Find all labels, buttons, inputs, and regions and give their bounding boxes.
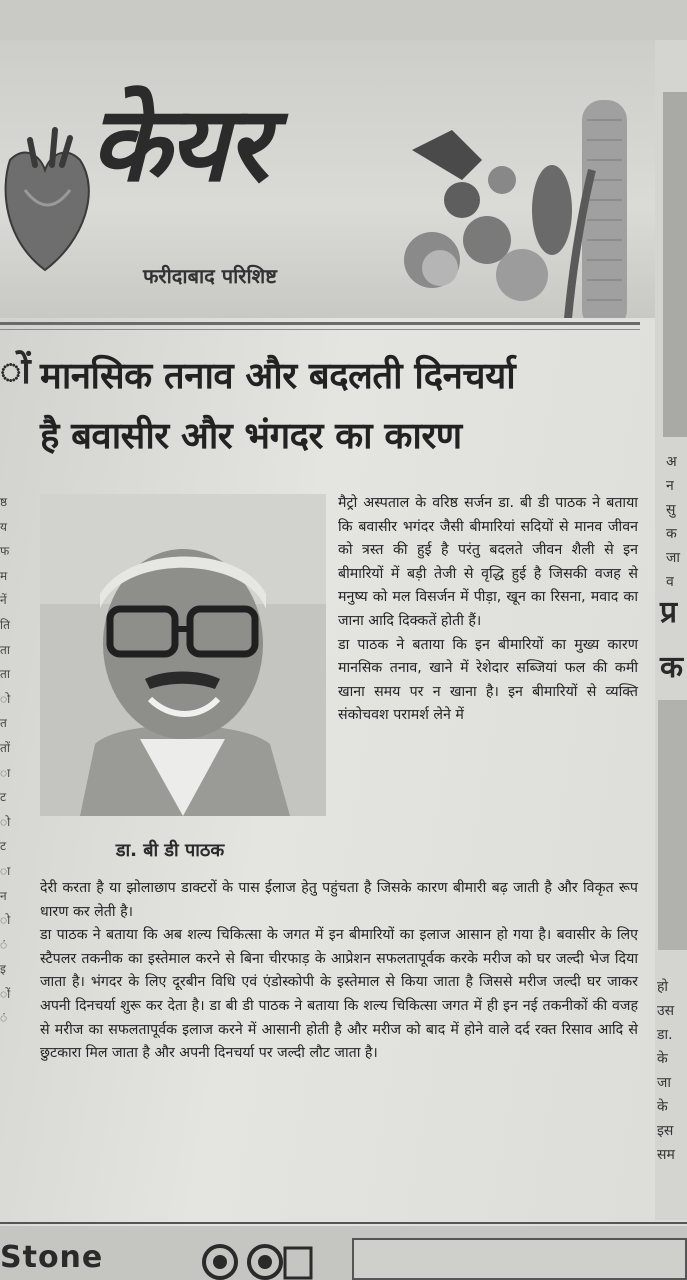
left-fragment-line: ट [0, 790, 7, 805]
adjacent-heading-line-1: प्र [660, 595, 678, 630]
adjacent-text-line: सु [666, 502, 676, 518]
left-fragment-line: ट [0, 839, 7, 854]
footer-ad-logo-icon [185, 1240, 315, 1280]
adjacent-text-line: डा. [657, 1027, 673, 1043]
adjacent-text-lines-top [666, 450, 680, 594]
masthead-title: केयर [90, 82, 267, 205]
adjacent-text-line: जा [657, 1075, 672, 1091]
left-column-fragments [0, 490, 14, 1031]
left-fragment-line: ता [0, 667, 10, 682]
adjacent-text-line: न [666, 478, 674, 494]
adjacent-photo-2 [658, 700, 687, 950]
section-rule [0, 322, 640, 325]
masthead-banner [0, 40, 655, 318]
adjacent-text-line: इस [657, 1123, 674, 1139]
adjacent-text-line: क [666, 526, 677, 542]
left-fragment-line: ो [0, 913, 11, 928]
footer-ad-text: Stone [0, 1240, 104, 1275]
adjacent-text-line: व [666, 574, 674, 590]
left-fragment-line: य [0, 519, 7, 534]
adjacent-text-line: हो [657, 979, 669, 995]
adjacent-text-line: अ [666, 454, 677, 470]
adjacent-heading-line-2: क [660, 650, 684, 685]
left-fragment-line: ष्ठ [0, 495, 8, 509]
left-fragment-line: त [0, 716, 7, 731]
left-headline-fragment: ों [0, 351, 31, 392]
article-body-right-column [338, 492, 638, 728]
photo-caption: डा. बी डी पाठक [115, 840, 225, 861]
left-fragment-line: नें [0, 593, 7, 608]
article-paragraph-3: डा पाठक ने बताया कि अब शल्य चिकित्सा के जगत में इन बीमारियों का इलाज आसान हो गया है। बवासीर के लिए स्टैपलर तकनीक का इस्तेमाल करने से बिना चीरफाड़ के आप्रेशन सफलतापूर्वक करके मरीज को घर जल्दी भेज दिया जाता है। भंगदर के लिए दूरबीन विधि एवं एंडोस्कोपी के इस्तेमाल से किया जाता है जिससे मरीज जल्दी घर जाकर अपनी दिनचर्या शुरू कर देता है। डा बी डी पाठक ने बताया कि शल्य चिकित्सा जगत में ही इन नई तकनीकों की वजह से मरीज का सफलतापूर्वक इलाज करने में आसानी होती है और मरीज को बाद में होने वाले दर्द रक्त रिसाव आदि से छुटकारा मिल जाता है और अपनी दिनचर्या पर जल्दी लौट जाता है। [40, 927, 638, 1062]
article-paragraph-2-start: डा पाठक ने बताया कि इन बीमारियों का मुख्य कारण मानसिक तनाव, खाने में रेशेदार सब्जियां फल की कमी खाना समय पर न खाना है। इन बीमारियों से व्यक्ति संकोचवश परामर्श लेने में [338, 636, 638, 724]
left-fragment-line: न [0, 888, 7, 903]
left-fragment-line: ता [0, 642, 10, 657]
left-fragment-line: इ [0, 962, 6, 977]
left-fragment-line: ं [0, 1011, 8, 1026]
article-paragraph-1: मैट्रो अस्पताल के वरिष्ठ सर्जन डा. बी डी पाठक ने बताया कि बवासीर भगंदर जैसी बीमारियां सदियों से मानव जीवन को त्रस्त की हुई है परंतु बदलते जीवन शैली से इन बीमारियों में बड़ी तेजी से वृद्धि हुई है जिसकी वजह से मनुष्य को मल विसर्जन में पीड़ा, खून का रिसना, मवाद का जाना आदि दिक्कतें होती हैं। [338, 495, 638, 629]
left-fragment-line: ा [0, 765, 11, 780]
masthead-subtitle: फरीदाबाद परिशिष्ट [143, 264, 277, 288]
adjacent-text-line: के [657, 1051, 668, 1067]
left-fragment-line: म [0, 568, 8, 583]
article-body-wide [40, 877, 638, 1066]
heart-illustration [0, 120, 100, 290]
adjacent-photo [663, 92, 687, 437]
article-paragraph-2-end: देरी करता है या झोलाछाप डाक्टरों के पास ईलाज हेतु पहुंचता है जिसके कारण बीमारी बढ़ जाती है और विकृत रूप धारण कर लेती है। [40, 880, 638, 920]
adjacent-text-line: जा [666, 550, 681, 566]
doctor-photo [40, 494, 326, 816]
left-fragment-line: ों [0, 986, 11, 1001]
left-fragment-line: ति [0, 617, 10, 632]
adjacent-text-line: उस [657, 1003, 675, 1019]
adjacent-text-lines-bottom [657, 975, 675, 1167]
section-rule-thin [0, 329, 640, 330]
left-fragment-line: ा [0, 863, 11, 878]
left-fragment-line: ं [0, 937, 8, 952]
adjacent-text-line: के [657, 1099, 668, 1115]
left-fragment-line: तों [0, 740, 10, 755]
doctor-portrait-illustration [40, 494, 326, 816]
headline-line-2: है बवासीर और भंगदर का कारण [40, 414, 462, 457]
article-headline [40, 346, 650, 466]
top-strip [0, 0, 687, 40]
left-fragment-line: ो [0, 691, 11, 706]
headline-line-1: मानसिक तनाव और बदलती दिनचर्या [40, 354, 516, 397]
left-fragment-line: फ [0, 544, 10, 559]
produce-illustration [392, 90, 655, 318]
adjacent-column-fragment [655, 40, 687, 1220]
footer-rule [0, 1222, 687, 1224]
footer-ad-box [352, 1238, 687, 1280]
left-fragment-line: ो [0, 814, 11, 829]
adjacent-text-line: सम [657, 1147, 675, 1163]
